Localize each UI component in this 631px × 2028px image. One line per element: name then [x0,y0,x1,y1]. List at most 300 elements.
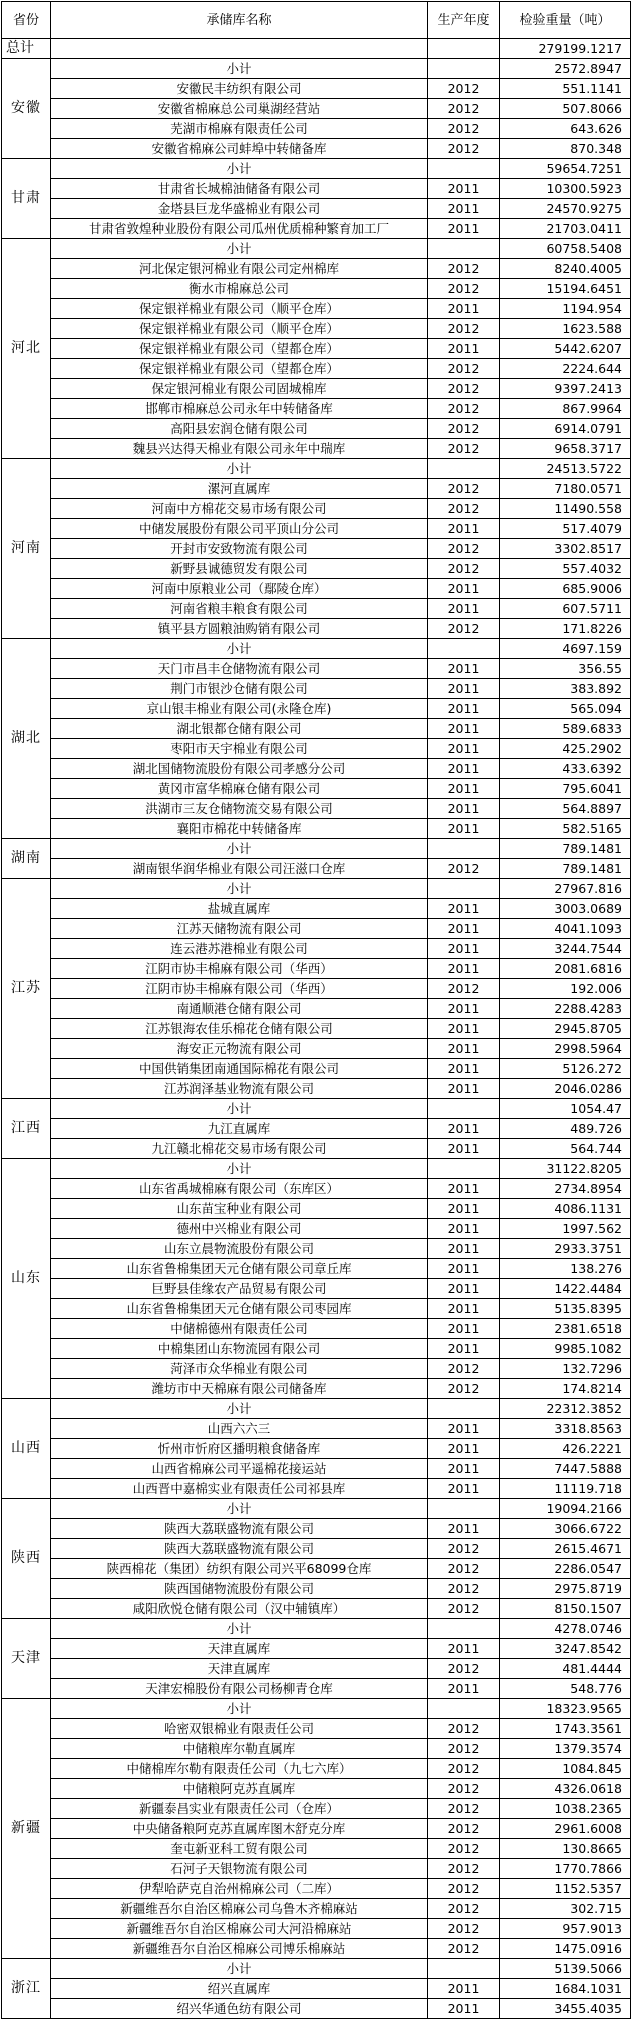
table-row [2,1459,631,1479]
production-year: 2011 [428,1139,500,1159]
inspected-weight: 425.2902 [500,739,631,759]
table-row [2,1539,631,1559]
inspected-weight: 2975.8719 [500,1579,631,1599]
inspected-weight: 489.726 [500,1119,631,1139]
warehouse-name: 新疆维吾尔自治区棉麻公司乌鲁木齐棉麻站 [51,1899,428,1919]
subtotal-row [2,1399,631,1419]
warehouse-name: 中棉集团山东物流园有限公司 [51,1339,428,1359]
table-row [2,519,631,539]
table-row [2,1599,631,1619]
subtotal-row [2,159,631,179]
production-year: 2012 [428,1859,500,1879]
warehouse-name: 保定银祥棉业有限公司（顺平仓库） [51,319,428,339]
warehouse-name: 中国供销集团南通国际棉花有限公司 [51,1059,428,1079]
inspected-weight: 356.55 [500,659,631,679]
table-row [2,859,631,879]
inspected-weight: 2046.0286 [500,1079,631,1099]
subtotal-weight: 19094.2166 [500,1499,631,1519]
table-row [2,759,631,779]
production-year: 2011 [428,1199,500,1219]
warehouse-name: 湖北国储物流股份有限公司孝感分公司 [51,759,428,779]
table-row [2,1319,631,1339]
warehouse-name: 保定银河棉业有限公司固城棉库 [51,379,428,399]
table-row [2,139,631,159]
warehouse-name: 天津直属库 [51,1659,428,1679]
subtotal-weight: 5139.5066 [500,1959,631,1979]
subtotal-weight: 1054.47 [500,1099,631,1119]
warehouse-name: 伊犁哈萨克自治州棉麻公司（二库） [51,1879,428,1899]
table-row [2,899,631,919]
warehouse-name: 山东省鲁棉集团天元仓储有限公司枣园库 [51,1299,428,1319]
production-year: 2011 [428,1259,500,1279]
production-year: 2011 [428,1979,500,1999]
production-year: 2011 [428,599,500,619]
subtotal-label: 小计 [51,879,428,899]
warehouse-name: 甘肃省长城棉油储备有限公司 [51,179,428,199]
table-row [2,979,631,999]
warehouse-name: 河北保定银河棉业有限公司定州棉库 [51,259,428,279]
inspected-weight: 5135.8395 [500,1299,631,1319]
warehouse-name: 江阴市协丰棉麻有限公司（华西） [51,979,428,999]
table-row [2,539,631,559]
province-cell: 山东 [2,1159,51,1399]
production-year: 2011 [428,919,500,939]
inspected-weight: 551.1141 [500,79,631,99]
subtotal-weight: 24513.5722 [500,459,631,479]
warehouse-name: 湖南银华润华棉业有限公司汪滋口仓库 [51,859,428,879]
production-year: 2011 [428,199,500,219]
warehouse-name: 山东省鲁棉集团天元仓储有限公司章丘库 [51,1259,428,1279]
inspected-weight: 138.276 [500,1259,631,1279]
province-cell: 河北 [2,239,51,459]
production-year: 2011 [428,1999,500,2019]
table-row [2,1359,631,1379]
province-cell: 山西 [2,1399,51,1499]
warehouse-name: 襄阳市棉花中转储备库 [51,819,428,839]
table-row [2,1379,631,1399]
table-row [2,619,631,639]
warehouse-name: 江阴市协丰棉麻有限公司（华西） [51,959,428,979]
inspected-weight: 3455.4035 [500,1999,631,2019]
production-year: 2011 [428,1479,500,1499]
inspected-weight: 3247.8542 [500,1639,631,1659]
subtotal-row [2,1619,631,1639]
inspected-weight: 171.8226 [500,619,631,639]
table-row [2,579,631,599]
table-row [2,599,631,619]
warehouse-name: 奎屯新亚科工贸有限公司 [51,1839,428,1859]
table-row [2,679,631,699]
production-year: 2012 [428,979,500,999]
inspected-weight: 6914.0791 [500,419,631,439]
warehouse-name: 连云港苏港棉业有限公司 [51,939,428,959]
subtotal-year-cell [428,1959,500,1979]
production-year: 2012 [428,439,500,459]
subtotal-row [2,1499,631,1519]
table-row [2,1859,631,1879]
production-year: 2012 [428,619,500,639]
subtotal-year-cell [428,1699,500,1719]
warehouse-name: 京山银丰棉业有限公司(永隆仓库) [51,699,428,719]
subtotal-label: 小计 [51,839,428,859]
inspected-weight: 4041.1093 [500,919,631,939]
warehouse-name: 咸阳欣悦仓储有限公司（汉中辅镇库） [51,1599,428,1619]
subtotal-label: 小计 [51,59,428,79]
warehouse-name: 新疆泰昌实业有限责任公司（仓库） [51,1799,428,1819]
table-row [2,119,631,139]
table-row [2,1179,631,1199]
subtotal-year-cell [428,1159,500,1179]
production-year: 2011 [428,1039,500,1059]
inspected-weight: 7180.0571 [500,479,631,499]
warehouse-name: 忻州市忻府区播明粮食储备库 [51,1439,428,1459]
warehouse-name: 山西省棉麻公司平遥棉花接运站 [51,1459,428,1479]
production-year: 2012 [428,1879,500,1899]
production-year: 2011 [428,1019,500,1039]
production-year: 2011 [428,1219,500,1239]
inspected-weight: 2381.6518 [500,1319,631,1339]
table-row [2,439,631,459]
table-row [2,1939,631,1959]
warehouse-name: 山东省禹城棉麻有限公司（东库区） [51,1179,428,1199]
table-row [2,1299,631,1319]
inspected-weight: 2961.6008 [500,1819,631,1839]
production-year: 2011 [428,1419,500,1439]
warehouse-name: 巨野县佳缘农产品贸易有限公司 [51,1279,428,1299]
inspected-weight: 643.626 [500,119,631,139]
production-year: 2011 [428,1339,500,1359]
inspected-weight: 3066.6722 [500,1519,631,1539]
subtotal-year-cell [428,159,500,179]
warehouse-name: 江苏银海农佳乐棉花仓储有限公司 [51,1019,428,1039]
inspected-weight: 1194.954 [500,299,631,319]
production-year: 2012 [428,1939,500,1959]
inspected-weight: 2081.6816 [500,959,631,979]
production-year: 2012 [428,1359,500,1379]
province-cell: 陕西 [2,1499,51,1619]
production-year: 2012 [428,859,500,879]
inspected-weight: 5442.6207 [500,339,631,359]
warehouse-name: 中储粮阿克苏直属库 [51,1779,428,1799]
header-weight: 检验重量（吨） [500,2,631,39]
production-year: 2011 [428,179,500,199]
production-year: 2012 [428,1539,500,1559]
production-year: 2012 [428,479,500,499]
warehouse-name: 江苏润泽基业物流有限公司 [51,1079,428,1099]
production-year: 2011 [428,1119,500,1139]
table-row [2,1719,631,1739]
warehouse-name: 江苏天储物流有限公司 [51,919,428,939]
production-year: 2011 [428,999,500,1019]
production-year: 2012 [428,1899,500,1919]
production-year: 2011 [428,579,500,599]
inspected-weight: 589.6833 [500,719,631,739]
table-row [2,479,631,499]
production-year: 2012 [428,359,500,379]
inspected-weight: 130.8665 [500,1839,631,1859]
inspected-weight: 1623.588 [500,319,631,339]
table-row [2,719,631,739]
subtotal-year-cell [428,1099,500,1119]
inspected-weight: 11490.558 [500,499,631,519]
warehouse-name: 陕西棉花（集团）纺织有限公司兴平68099仓库 [51,1559,428,1579]
cotton-inspection-table [1,1,631,2019]
production-year: 2012 [428,559,500,579]
warehouse-name: 保定银祥棉业有限公司（顺平仓库） [51,299,428,319]
province-cell: 江苏 [2,879,51,1099]
warehouse-name: 安徽省棉麻总公司巢湖经营站 [51,99,428,119]
subtotal-label: 小计 [51,459,428,479]
production-year: 2012 [428,379,500,399]
warehouse-name: 山西六六三 [51,1419,428,1439]
production-year: 2012 [428,1739,500,1759]
production-year: 2012 [428,1779,500,1799]
warehouse-name: 枣阳市天宇棉业有限公司 [51,739,428,759]
production-year: 2012 [428,419,500,439]
inspected-weight: 2998.5964 [500,1039,631,1059]
subtotal-row [2,1159,631,1179]
subtotal-year-cell [428,239,500,259]
inspected-weight: 2734.8954 [500,1179,631,1199]
subtotal-weight: 2572.8947 [500,59,631,79]
production-year: 2012 [428,1579,500,1599]
warehouse-name: 河南中原粮业公司（鄢陵仓库） [51,579,428,599]
inspected-weight: 870.348 [500,139,631,159]
inspected-weight: 867.9964 [500,399,631,419]
inspected-weight: 15194.6451 [500,279,631,299]
total-year-cell [428,39,500,59]
table-row [2,1779,631,1799]
table-row [2,699,631,719]
warehouse-name: 高阳县宏润仓储有限公司 [51,419,428,439]
subtotal-year-cell [428,639,500,659]
inspected-weight: 607.5711 [500,599,631,619]
warehouse-name: 陕西大荔联盛物流有限公司 [51,1539,428,1559]
inspected-weight: 9397.2413 [500,379,631,399]
warehouse-name: 新疆维吾尔自治区棉麻公司大河沿棉麻站 [51,1919,428,1939]
production-year: 2012 [428,319,500,339]
table-row [2,419,631,439]
inspected-weight: 582.5165 [500,819,631,839]
inspected-weight: 174.8214 [500,1379,631,1399]
inspected-weight: 3302.8517 [500,539,631,559]
subtotal-weight: 4278.0746 [500,1619,631,1639]
warehouse-name: 潍坊市中天棉麻有限公司储备库 [51,1379,428,1399]
warehouse-name: 中储棉德州有限责任公司 [51,1319,428,1339]
table-row [2,179,631,199]
subtotal-weight: 27967.816 [500,879,631,899]
production-year: 2011 [428,799,500,819]
header-warehouse: 承储库名称 [51,2,428,39]
subtotal-year-cell [428,59,500,79]
table-row [2,1919,631,1939]
inspected-weight: 517.4079 [500,519,631,539]
table-row [2,1439,631,1459]
inspected-weight: 789.1481 [500,859,631,879]
production-year: 2011 [428,1459,500,1479]
subtotal-row [2,1099,631,1119]
inspected-weight: 548.776 [500,1679,631,1699]
warehouse-name: 德州中兴棉业有限公司 [51,1219,428,1239]
warehouse-name: 保定银祥棉业有限公司（望都仓库） [51,359,428,379]
inspected-weight: 2224.644 [500,359,631,379]
production-year: 2012 [428,1659,500,1679]
inspected-weight: 1038.2365 [500,1799,631,1819]
inspected-weight: 2615.4671 [500,1539,631,1559]
table-row [2,1999,631,2019]
subtotal-year-cell [428,1499,500,1519]
province-cell: 江西 [2,1099,51,1159]
production-year: 2011 [428,1519,500,1539]
warehouse-name: 南通顺港仓储有限公司 [51,999,428,1019]
province-cell: 新疆 [2,1699,51,1959]
header-province: 省份 [2,2,51,39]
production-year: 2011 [428,219,500,239]
total-weight: 279199.1217 [500,39,631,59]
warehouse-name: 石河子天银物流有限公司 [51,1859,428,1879]
warehouse-name: 安徽民丰纺织有限公司 [51,79,428,99]
production-year: 2012 [428,279,500,299]
production-year: 2012 [428,539,500,559]
inspected-weight: 21703.0411 [500,219,631,239]
production-year: 2011 [428,1319,500,1339]
warehouse-name: 海安正元物流有限公司 [51,1039,428,1059]
production-year: 2012 [428,119,500,139]
subtotal-row [2,1699,631,1719]
table-row [2,1579,631,1599]
inspected-weight: 564.8897 [500,799,631,819]
subtotal-year-cell [428,459,500,479]
inspected-weight: 557.4032 [500,559,631,579]
table-row [2,1479,631,1499]
warehouse-name: 洪湖市三友仓储物流交易有限公司 [51,799,428,819]
inspected-weight: 426.2221 [500,1439,631,1459]
province-cell: 湖北 [2,639,51,839]
province-cell: 湖南 [2,839,51,879]
inspected-weight: 565.094 [500,699,631,719]
table-row [2,1519,631,1539]
table-row [2,1659,631,1679]
inspected-weight: 11119.718 [500,1479,631,1499]
warehouse-name: 湖北银都仓储有限公司 [51,719,428,739]
subtotal-label: 小计 [51,1099,428,1119]
subtotal-row [2,1959,631,1979]
table-row [2,379,631,399]
table-row [2,99,631,119]
inspected-weight: 4326.0618 [500,1779,631,1799]
production-year: 2012 [428,1559,500,1579]
inspected-weight: 2933.3751 [500,1239,631,1259]
subtotal-label: 小计 [51,159,428,179]
table-row [2,199,631,219]
production-year: 2011 [428,939,500,959]
table-row [2,1879,631,1899]
inspected-weight: 4086.1131 [500,1199,631,1219]
table-row [2,1019,631,1039]
inspected-weight: 10300.5923 [500,179,631,199]
production-year: 2012 [428,1599,500,1619]
inspected-weight: 1743.3561 [500,1719,631,1739]
warehouse-name: 邯郸市棉麻总公司永年中转储备库 [51,399,428,419]
warehouse-name: 九江直属库 [51,1119,428,1139]
table-row [2,319,631,339]
subtotal-row [2,59,631,79]
table-row [2,659,631,679]
production-year: 2012 [428,1759,500,1779]
warehouse-name: 中储棉库尔勒有限责任公司（九七六库） [51,1759,428,1779]
production-year: 2012 [428,1719,500,1739]
warehouse-name: 新野县诚德贸发有限公司 [51,559,428,579]
warehouse-name: 天津宏棉股份有限公司杨柳青仓库 [51,1679,428,1699]
inspected-weight: 5126.272 [500,1059,631,1079]
warehouse-name: 山东立晨物流股份有限公司 [51,1239,428,1259]
warehouse-name: 漯河直属库 [51,479,428,499]
warehouse-name: 陕西大荔联盛物流有限公司 [51,1519,428,1539]
warehouse-name: 荆门市银沙仓储有限公司 [51,679,428,699]
inspected-weight: 564.744 [500,1139,631,1159]
subtotal-label: 小计 [51,639,428,659]
province-cell: 浙江 [2,1959,51,2019]
warehouse-name: 魏县兴达得天棉业有限公司永年中瑞库 [51,439,428,459]
table-row [2,299,631,319]
header-year: 生产年度 [428,2,500,39]
table-row [2,1979,631,1999]
inspected-weight: 3318.8563 [500,1419,631,1439]
province-cell: 河南 [2,459,51,639]
subtotal-year-cell [428,879,500,899]
table-row [2,219,631,239]
table-row [2,1819,631,1839]
subtotal-weight: 4697.159 [500,639,631,659]
production-year: 2011 [428,1239,500,1259]
warehouse-name: 安徽省棉麻公司蚌埠中转储备库 [51,139,428,159]
inspected-weight: 2945.8705 [500,1019,631,1039]
warehouse-name: 金塔县巨龙华盛棉业有限公司 [51,199,428,219]
table-row [2,779,631,799]
subtotal-weight: 60758.5408 [500,239,631,259]
subtotal-label: 小计 [51,1959,428,1979]
warehouse-name: 衡水市棉麻总公司 [51,279,428,299]
inspected-weight: 3244.7544 [500,939,631,959]
inspected-weight: 7447.5888 [500,1459,631,1479]
province-cell: 安徽 [2,59,51,159]
production-year: 2011 [428,959,500,979]
production-year: 2011 [428,659,500,679]
production-year: 2011 [428,759,500,779]
production-year: 2011 [428,339,500,359]
inspected-weight: 1997.562 [500,1219,631,1239]
table-row [2,1679,631,1699]
production-year: 2012 [428,1919,500,1939]
table-row [2,339,631,359]
table-row [2,399,631,419]
table-row [2,1799,631,1819]
table-row [2,1419,631,1439]
subtotal-row [2,239,631,259]
warehouse-name: 天门市昌丰仓储物流有限公司 [51,659,428,679]
production-year: 2011 [428,719,500,739]
production-year: 2011 [428,1439,500,1459]
table-row [2,499,631,519]
inspected-weight: 1684.1031 [500,1979,631,1999]
warehouse-name: 开封市安致物流有限公司 [51,539,428,559]
production-year: 2011 [428,779,500,799]
table-row [2,1279,631,1299]
production-year: 2012 [428,1799,500,1819]
warehouse-name: 盐城直属库 [51,899,428,919]
warehouse-name: 新疆维吾尔自治区棉麻公司博乐棉麻站 [51,1939,428,1959]
production-year: 2011 [428,739,500,759]
